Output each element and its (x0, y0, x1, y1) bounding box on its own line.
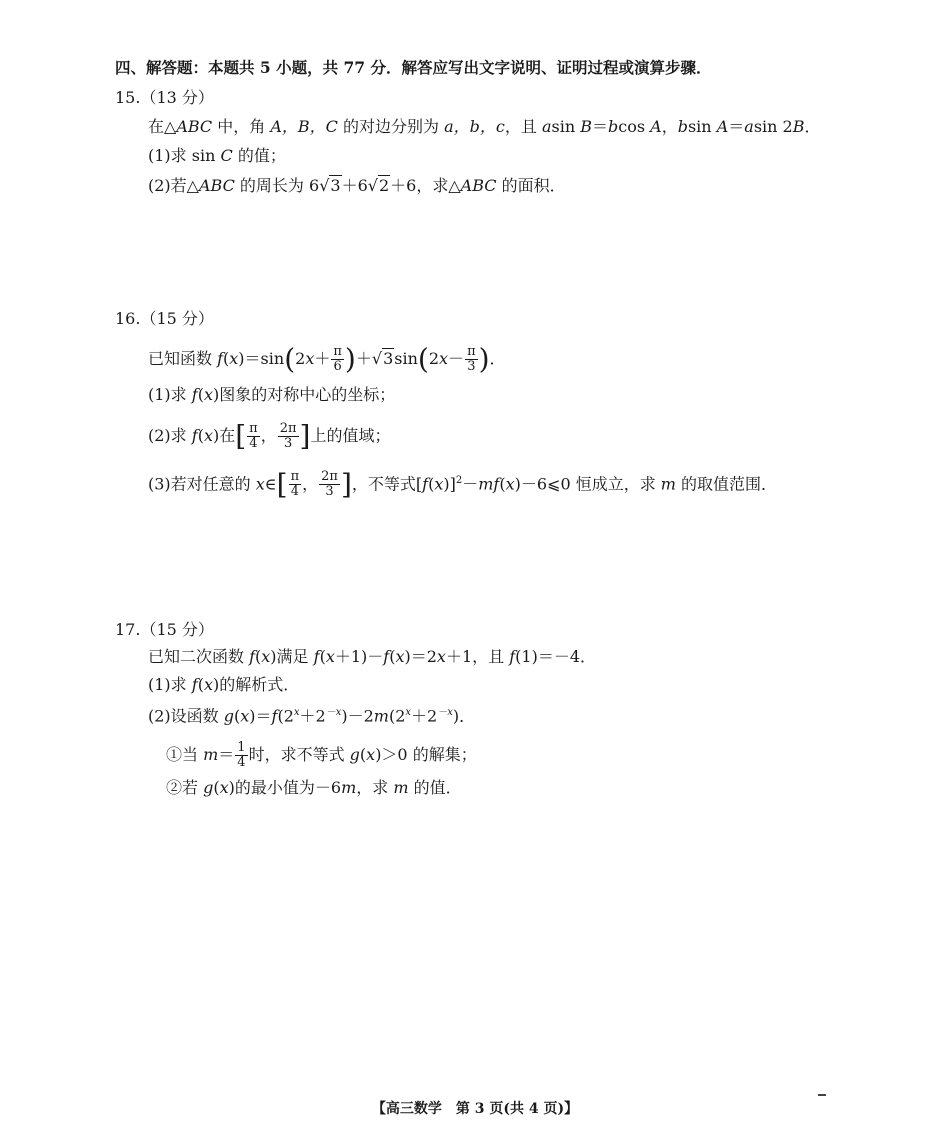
q16-part2-text: (2)求 (148, 426, 192, 445)
q17-stem-text: f (249, 647, 256, 666)
q17-part2-text: ＋2 (411, 706, 438, 726)
q16-part2-text: 上的值域； (310, 426, 391, 445)
q16-number-text: 16.（15 分） (115, 309, 214, 328)
q17-sub1-text: m (203, 745, 219, 764)
q17-sub2-text: )的最小值为－6 (228, 778, 342, 797)
q16-part3-text: ( (499, 474, 506, 494)
q15-stem-text: sin (551, 117, 581, 136)
q16-part3-text: mf (478, 474, 500, 494)
q17-part1-text: x (203, 675, 213, 694)
q16-part3-text: x (255, 474, 265, 494)
q17-part2 (148, 702, 475, 727)
sqrt-symbol: √2 (367, 176, 390, 195)
q16-number (115, 308, 214, 330)
fraction (465, 345, 478, 374)
q16-stem-text: ＋ (314, 349, 331, 368)
q16-part1 (148, 384, 395, 406)
page-footer-text: 【高三数学 第 3 页(共 4 页)】 (371, 1101, 579, 1117)
q16-part1-text: ( (197, 385, 204, 404)
q17-stem-text: 已知二次函数 (148, 647, 250, 666)
q15-part1-text: C (220, 146, 233, 165)
q17-sub1-text: )＞0 的解集； (375, 745, 477, 764)
right-bracket: ] (340, 467, 352, 501)
q15-stem-text: sin (687, 117, 717, 136)
q16-part3-text: ∈ (264, 474, 277, 494)
fraction-numerator: 1 (237, 740, 246, 755)
q16-part3-text: )] (443, 474, 456, 494)
q15-stem-text: sin 2 (753, 117, 793, 136)
q15-stem-text: a (541, 117, 552, 136)
q16-stem-text: )＝sin (238, 349, 285, 368)
q17-stem-text: f (509, 647, 516, 666)
q15-stem (148, 116, 821, 138)
q16-part2-text: ( (197, 426, 204, 445)
q15-part1 (148, 145, 286, 167)
q16-part1-text: )图象的对称中心的坐标； (212, 385, 396, 404)
q16-part2-text: x (203, 426, 213, 445)
q15-part2-text: (2)若△ (148, 176, 199, 195)
q17-stem-text: f (383, 647, 390, 666)
fraction-numerator: 2π (321, 469, 338, 485)
q17-number (115, 619, 214, 641)
q15-stem-text: ，且 (504, 117, 542, 136)
fraction (235, 741, 247, 770)
sqrt-symbol: √3 (319, 176, 341, 195)
q17-stem-text: x (395, 647, 405, 666)
q16-stem-text: x (439, 349, 449, 368)
q15-stem-text: ＝ (728, 117, 745, 136)
q15-stem-text: B (792, 117, 805, 136)
q15-part2-text: ＋6 (341, 176, 368, 195)
fraction (289, 470, 302, 499)
exponent: x (405, 707, 412, 718)
q16-stem (148, 342, 506, 376)
sqrt-radicand: 3 (330, 176, 341, 195)
q17-stem-text: )＝2 (404, 647, 437, 666)
q17-stem-text: ＋1)－ (334, 647, 384, 666)
q16-stem-text: f (217, 349, 224, 368)
q16-stem-text: x (229, 349, 239, 368)
right-paren: ) (478, 342, 490, 376)
q17-part2-text: )－2 (341, 706, 374, 726)
q17-stem (148, 646, 596, 668)
q17-number-text: 17.（15 分） (115, 620, 214, 639)
q17-part2-text: f (271, 706, 278, 726)
q17-sub2-text: m (393, 778, 409, 797)
fraction-numerator: π (333, 344, 342, 359)
q17-sub2 (166, 777, 462, 799)
q16-part3-text: 的取值范围． (675, 474, 778, 494)
q17-stem-text: f (313, 647, 320, 666)
q17-part1 (148, 674, 299, 696)
q15-stem-text: ＝ (591, 117, 608, 136)
fraction-denominator: 4 (237, 755, 246, 770)
q17-part1-text: ( (197, 675, 204, 694)
q17-part2-text: (2)设函数 (148, 706, 224, 726)
right-paren: ) (344, 342, 356, 376)
q15-stem-text: A (650, 117, 662, 136)
q16-stem-text: － (448, 349, 465, 368)
section-heading-text: 四、解答题：本题共 5 小题，共 77 分．解答应写出文字说明、证明过程或演算步骤． (115, 58, 712, 77)
q15-number-text: 15.（13 分） (115, 88, 214, 107)
left-bracket: [ (276, 467, 288, 501)
q16-part3-text: m (660, 474, 676, 494)
q16-stem-text: sin (394, 349, 418, 368)
q17-sub2-text: ②若 (166, 778, 204, 797)
q15-part1-text: (1)求 sin (148, 146, 221, 165)
fraction-denominator: 4 (249, 436, 258, 451)
q17-sub2-text: ，求 (356, 778, 394, 797)
q16-part1-text: (1)求 (148, 385, 192, 404)
q17-part2-text: m (373, 706, 389, 726)
q15-part2-text: ＋6，求△ (390, 176, 461, 195)
q17-part1-text: f (191, 675, 198, 694)
q17-stem-text: ( (255, 647, 262, 666)
page-footer (0, 1098, 950, 1118)
q17-part1-text: (1)求 (148, 675, 192, 694)
q17-sub1-text: g (349, 745, 360, 764)
fraction-numerator: π (249, 421, 258, 436)
sqrt-radicand: 2 (378, 176, 390, 195)
q17-stem-text: (1)＝－4． (515, 647, 597, 666)
q17-sub2-text: ( (213, 778, 220, 797)
q15-stem-text: 的对边分别为 (337, 117, 445, 136)
fraction-denominator: 3 (467, 359, 476, 374)
interval-separator: ， (302, 474, 319, 494)
q17-part2-text: (2 (388, 706, 406, 726)
interval-separator: ， (260, 426, 277, 445)
fraction (278, 422, 299, 451)
q17-sub1-text: ①当 (166, 745, 204, 764)
q17-stem-text: x (325, 647, 335, 666)
q17-sub2-text: m (341, 778, 357, 797)
fraction-denominator: 3 (283, 436, 293, 451)
q16-part3-text: f (422, 474, 429, 494)
fraction-numerator: 2π (279, 421, 297, 436)
q15-stem-text: b (608, 117, 619, 136)
sqrt-symbol: √3 (371, 349, 394, 368)
q15-stem-text: ABC (176, 117, 213, 136)
q16-part3-text: )－6⩽0 恒成立，求 (514, 474, 661, 494)
fraction-denominator: 6 (333, 359, 342, 374)
q15-stem-text: a，b，c (444, 117, 505, 136)
q16-stem-text: 已知函数 (148, 349, 218, 368)
q15-stem-text: ， (661, 117, 678, 136)
q16-part3-text: ( (428, 474, 435, 494)
q17-stem-text: ( (319, 647, 326, 666)
q16-part3-text: ，不等式[ (351, 474, 423, 494)
q15-stem-text: b (677, 117, 688, 136)
sqrt-radicand: 3 (383, 349, 394, 368)
q15-part2-text: 的周长为 6 (234, 176, 320, 195)
left-paren: ( (284, 342, 296, 376)
q16-part3 (148, 467, 778, 501)
q16-stem-text: 2 (295, 349, 306, 368)
q17-stem-text: )满足 (270, 647, 314, 666)
fraction (247, 422, 260, 451)
q15-stem-text: ． (804, 117, 821, 136)
q17-part2-text: )＝ (249, 706, 272, 726)
q15-number (115, 87, 214, 109)
q15-stem-text: A，B，C (270, 117, 338, 136)
q15-part2-text: ABC (460, 176, 497, 195)
q17-stem-text: ( (389, 647, 396, 666)
q17-part2-text: g (223, 706, 235, 726)
corner-mark (818, 1094, 826, 1096)
q16-part3-text: － (462, 474, 479, 494)
q17-part2-text: ＋2 (299, 706, 326, 726)
q16-part3-text: x (434, 474, 444, 494)
q17-sub1-text: ( (359, 745, 367, 764)
q17-sub2-text: x (219, 778, 229, 797)
q17-sub1 (166, 741, 477, 770)
q15-stem-text: a (744, 117, 754, 136)
q16-stem-text: ＋ (355, 349, 372, 368)
q15-stem-text: 中，角 (212, 117, 271, 136)
fraction-numerator: π (467, 344, 476, 359)
q17-part2-text: (2 (277, 706, 294, 726)
q15-part2-text: ABC (198, 176, 235, 195)
left-paren: ( (417, 342, 429, 376)
left-bracket: [ (235, 419, 247, 453)
exponent: 2 (455, 475, 463, 486)
q17-sub1-text: ＝ (218, 745, 235, 764)
q17-sub2-text: 的值． (408, 778, 462, 797)
q16-stem-text: ． (489, 349, 506, 368)
q17-sub1-text: x (366, 745, 376, 764)
q15-stem-text: 在△ (148, 117, 177, 136)
q16-part1-text: x (203, 385, 213, 404)
q16-part3-text: x (505, 474, 515, 494)
q15-part1-text: 的值； (232, 146, 286, 165)
q17-stem-text: x (261, 647, 271, 666)
q15-stem-text: A (716, 117, 729, 136)
q17-part2-text: x (240, 706, 250, 726)
q16-part2-text: f (191, 426, 198, 445)
q17-stem-text: ＋1，且 (445, 647, 510, 666)
q17-stem-text: x (436, 647, 446, 666)
q16-part2 (148, 419, 391, 453)
fraction (319, 470, 340, 499)
fraction-numerator: π (290, 469, 300, 485)
q17-sub1-text: 时，求不等式 (248, 745, 350, 764)
q16-stem-text: x (305, 349, 315, 368)
q15-part2-text: 的面积． (496, 176, 566, 195)
q17-part2-text: )． (452, 706, 476, 726)
q17-sub2-text: g (203, 778, 214, 797)
q16-stem-text: ( (223, 349, 230, 368)
q16-stem-text: 2 (428, 349, 440, 368)
q17-part2-text: ( (234, 706, 241, 726)
q17-part1-text: )的解析式． (212, 675, 300, 694)
exponent: －x (325, 707, 342, 718)
exponent: x (293, 707, 300, 718)
fraction (331, 345, 344, 374)
q16-part1-text: f (191, 385, 198, 404)
q15-stem-text: B (580, 117, 592, 136)
q16-part3-text: (3)若对任意的 (148, 474, 256, 494)
q15-stem-text: cos (618, 117, 651, 136)
fraction-denominator: 3 (325, 484, 334, 500)
section-heading (115, 57, 711, 79)
q15-part2 (148, 175, 566, 197)
right-bracket: ] (299, 419, 311, 453)
exponent: －x (437, 707, 453, 718)
fraction-denominator: 4 (290, 484, 299, 500)
q16-part2-text: )在 (212, 426, 236, 445)
